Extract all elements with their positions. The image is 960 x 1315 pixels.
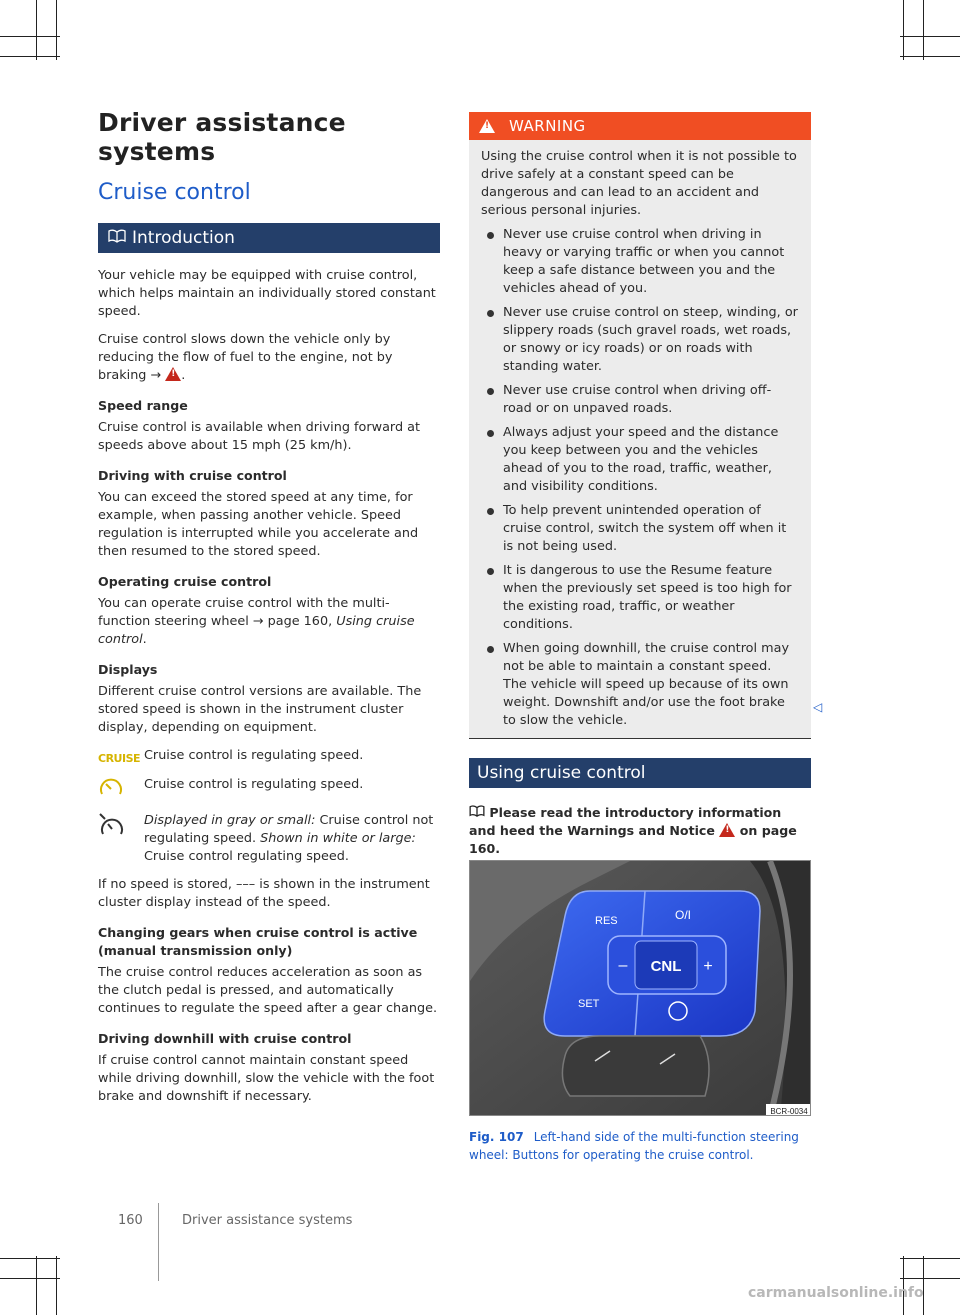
speed-range-heading: Speed range (98, 398, 188, 413)
book-icon (108, 228, 126, 248)
crop-mark (56, 0, 57, 60)
minus-label: – (618, 957, 628, 974)
crop-mark (903, 0, 904, 60)
speed-range-text: Cruise control is available when driving forward at speeds above about 15 mph (25 km/h). (98, 420, 421, 453)
book-icon (469, 805, 489, 820)
display-item: CRUISE Cruise control is regulating speed. (98, 748, 364, 765)
crop-mark (900, 36, 960, 37)
page-reference-link[interactable]: Using cruise control (98, 614, 415, 647)
intro-paragraph-2: Cruise control slows down the vehicle only by reducing the flow of fuel to the engine, not by braking → ! . (98, 331, 440, 385)
res-label: RES (595, 915, 618, 927)
crop-mark (0, 1258, 60, 1259)
downhill-text: If cruise control cannot maintain constant speed while driving downhill, slow the vehicle with the foot brake and downshift if necessary. (98, 1053, 435, 1104)
crop-mark (0, 56, 60, 57)
warning-triangle-icon (479, 119, 495, 133)
warning-box (469, 112, 811, 739)
crop-mark (900, 1278, 960, 1279)
gears-heading: Changing gears when cruise control is active (manual transmission only) (98, 925, 418, 958)
crop-mark (0, 36, 60, 37)
list-item: It is dangerous to use the Resume feature when the previously set speed is too high for the existing road, traffic, or weather conditions. (481, 562, 799, 634)
no-speed-text: If no speed is stored, ––– is shown in the instrument cluster display instead of the speed. (98, 877, 430, 910)
using-section-bar (469, 758, 811, 788)
figure-caption: Fig. 107 Left-hand side of the multi-function steering wheel: Buttons for operating the cruise control. (469, 1130, 799, 1162)
list-item: To help prevent unintended operation of cruise control, switch the system off when it is not being used. (481, 502, 799, 556)
footer-section: Driver assistance systems (182, 1213, 353, 1228)
display-item: Cruise control is regulating speed. (98, 776, 440, 802)
intro-heading: Introduction (132, 228, 235, 248)
plus-label: + (703, 958, 713, 975)
crop-mark (0, 1278, 60, 1279)
list-item: Always adjust your speed and the distance you keep between you and the vehicles ahead of you to the road, traffic, weather, and visibility conditions. (481, 424, 799, 496)
figure-code-label: BCR-0034 (770, 1107, 808, 1116)
steering-wheel-figure (469, 860, 811, 1116)
page-title: Driver assistance systems (98, 108, 346, 166)
crop-mark (36, 0, 37, 60)
end-triangle-icon: ◁ (813, 700, 823, 714)
read-note: Please read the introductory information and heed the Warnings and Notice ! on page 160. (469, 804, 811, 858)
driving-text: You can exceed the stored speed at any time, for example, when passing another vehicle. Speed regulation is interrupted while you accelerate and then resumed to the stored speed. (98, 490, 419, 559)
page-subtitle: Cruise control (98, 180, 251, 205)
warning-intro: Using the cruise control when it is not possible to drive safely at a constant speed can be dangerous and can lead to an accident and serious personal injuries. (481, 149, 797, 218)
cnl-label: CNL (650, 958, 682, 975)
warning-title: WARNING (509, 117, 586, 135)
set-label: SET (578, 998, 600, 1010)
list-item: When going downhill, the cruise control may not be able to maintain a constant speed. The vehicle will speed up because of its own weight. Downshift and/or use the foot brake to slow the vehicle. (481, 640, 799, 730)
crop-mark (56, 1256, 57, 1315)
driving-heading: Driving with cruise control (98, 468, 287, 483)
footer-divider (158, 1203, 159, 1281)
display-item: Displayed in gray or small: Cruise control not regulating speed. Shown in white or large: Cruise control regulating speed. (98, 812, 440, 866)
using-heading: Using cruise control (477, 763, 646, 783)
gears-text: The cruise control reduces acceleration as soon as the clutch pedal is pressed, and automatically continues to regulate the speed after a gear change. (98, 965, 438, 1016)
crop-mark (900, 1258, 960, 1259)
intro-section-bar (98, 223, 440, 253)
watermark: carmanualsonline.info (748, 1285, 924, 1301)
left-column (98, 108, 440, 1116)
crop-mark (923, 0, 924, 60)
list-item: Never use cruise control when driving off-road or on unpaved roads. (481, 382, 799, 418)
intro-paragraph-1: Your vehicle may be equipped with cruise control, which helps maintain an individually stored constant speed. (98, 268, 436, 319)
speedometer-icon (98, 776, 144, 802)
warning-triangle-icon[interactable] (719, 823, 735, 837)
speedometer-off-icon (98, 812, 144, 842)
displays-heading: Displays (98, 662, 158, 677)
oi-label: O/I (675, 908, 692, 922)
displays-text: Different cruise control versions are available. The stored speed is shown in the instrument cluster display, depending on equipment. (98, 684, 422, 735)
operating-text: You can operate cruise control with the multi-function steering wheel → page 160, Using cruise control. (98, 596, 415, 647)
warning-triangle-icon[interactable] (165, 367, 181, 381)
crop-mark (900, 56, 960, 57)
warning-header (469, 112, 811, 140)
cruise-text-icon: CRUISE (98, 752, 141, 765)
warning-body (469, 140, 811, 739)
warning-list (481, 226, 799, 730)
list-item: Never use cruise control on steep, winding, or slippery roads (such gravel roads, wet roads, or snowy or icy roads) or on roads with standing water. (481, 304, 799, 376)
page-number: 160 (118, 1213, 143, 1228)
downhill-heading: Driving downhill with cruise control (98, 1031, 352, 1046)
operating-heading: Operating cruise control (98, 574, 272, 589)
crop-mark (36, 1256, 37, 1315)
list-item: Never use cruise control when driving in heavy or varying traffic or when you cannot keep a safe distance between you and the vehicles ahead of you. (481, 226, 799, 298)
